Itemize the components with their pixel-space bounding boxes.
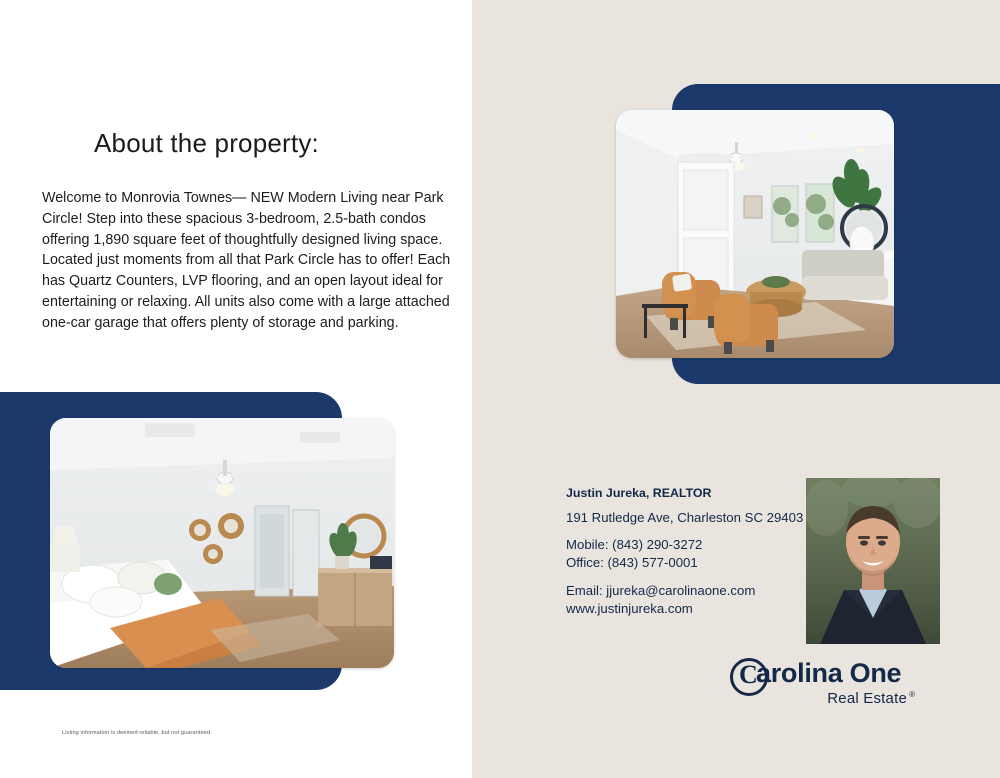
living-room-photo-illustration: [616, 110, 894, 358]
living-room-photo: [616, 110, 894, 358]
logo-tagline: Real Estate: [827, 690, 907, 707]
agent-website[interactable]: www.justinjureka.com: [566, 600, 693, 616]
agent-email[interactable]: Email: jjureka@carolinaone.com: [566, 583, 756, 598]
spacer: [566, 571, 806, 582]
bedroom-photo-illustration: [50, 418, 394, 668]
agent-office: Office: (843) 577-0001: [566, 554, 698, 570]
page-title: About the property:: [94, 128, 319, 158]
logo-registered-mark: ®: [909, 690, 915, 699]
bedroom-photo: [50, 418, 394, 668]
property-description: Welcome to Monrovia Townes— NEW Modern Living near Park Circle! Step into these spacious 3-bedroom, 2.5-bath condos offering 1,890 square feet of thoughtfully designed living space. Located just moments from all that Park Circle has to offer! Each has Quartz Counters, LVP flooring, and an open layout ideal for entertaining or relaxing. All units also come with a large attached one-car garage that offers plenty of storage and parking.: [42, 190, 451, 331]
agent-contact-block: [566, 486, 806, 617]
agent-mobile: Mobile: (843) 290-3272: [566, 537, 703, 552]
logo-letter-c: C: [739, 660, 758, 689]
headshot-illustration: [806, 478, 940, 644]
agent-headshot: [806, 478, 940, 644]
agent-address: 191 Rutledge Ave, Charleston SC 29403: [566, 510, 804, 525]
logo-wordmark: arolina One: [756, 658, 902, 688]
disclaimer-text: Listing information is deemed reliable, but not guaranteed.: [62, 730, 212, 736]
agent-name: Justin Jureka, REALTOR: [566, 486, 712, 500]
carolina-one-logo: [730, 656, 915, 712]
